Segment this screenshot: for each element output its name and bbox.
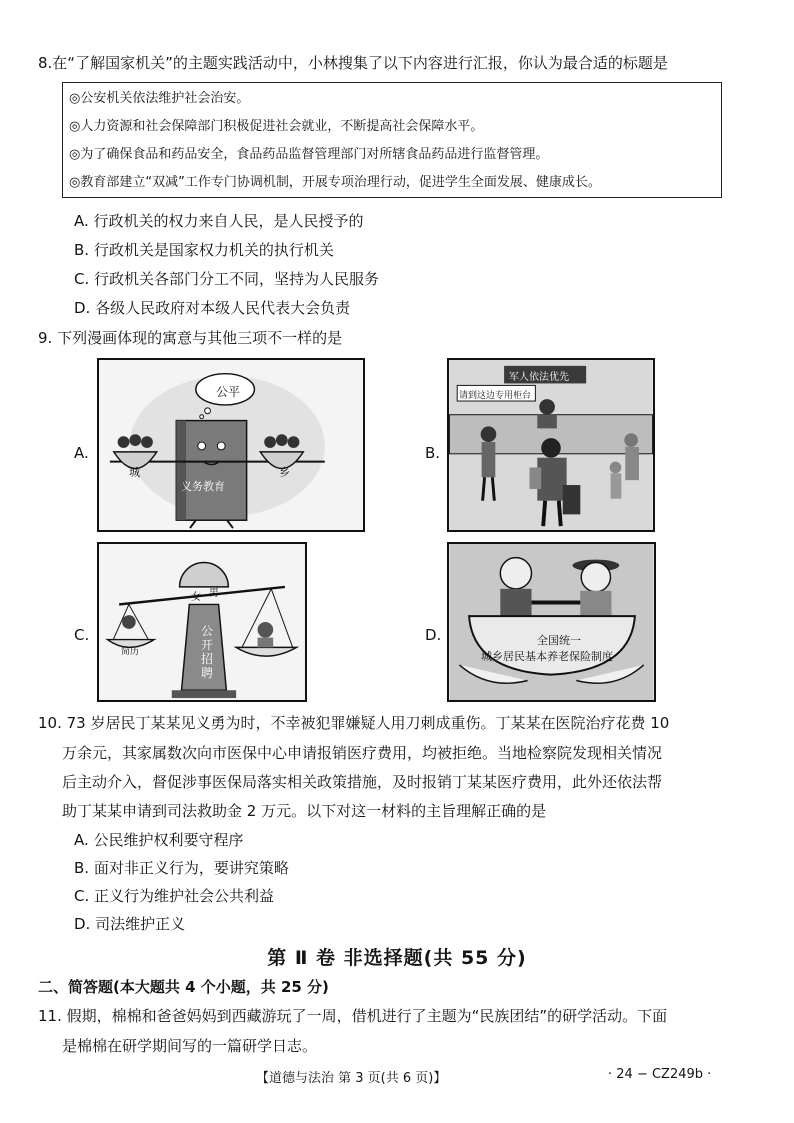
q8-box-item: ◎为了确保食品和药品安全，食品药品监督管理部门对所辖食品药品进行监督管理。 (69, 147, 549, 162)
left-basket-label: 城 (129, 466, 140, 479)
male-label: 男 (209, 588, 219, 599)
q9-stem: 9. 下列漫画体现的寓意与其他三项不一样的是 (38, 329, 343, 347)
cartoon-panel-d (447, 542, 656, 702)
q9-letter-d: D. (425, 626, 442, 644)
q11-line: 11. 假期，棉棉和爸爸妈妈到西藏游玩了一周，借机进行了主题为“民族团结”的研学活动。下面 (38, 1007, 668, 1025)
bowl-line-2: 城乡居民基本养老保险制度 (481, 650, 613, 663)
q10-option-a: A. 公民维护权利要守程序 (74, 831, 244, 849)
q10-option-b: B. 面对非正义行为，要讲究策略 (74, 859, 289, 877)
q10-line: 助丁某某申请到司法救助金 2 万元。以下对这一材料的主旨理解正确的是 (62, 802, 547, 820)
q10-line: 后主动介入，督促涉事医保局落实相关政策措施，及时报销丁某某医疗费用，此外还依法帮 (62, 773, 663, 791)
cartoon-panel-c (97, 542, 307, 702)
q9-letter-b: B. (425, 444, 441, 462)
cartoon-panel-b (447, 358, 655, 532)
q8-box-item: ◎人力资源和社会保障部门积极促进社会就业，不断提高社会保障水平。 (69, 119, 484, 134)
female-label: 女 (191, 592, 201, 603)
bubble-text: 公平 (216, 385, 241, 399)
resume-tag: 简历 (121, 647, 140, 657)
book-title: 义务教育 (181, 480, 225, 493)
q9-letter-c: C. (74, 626, 90, 644)
section-part-heading: 二、简答题(本大题共 4 个小题，共 25 分) (38, 978, 329, 996)
pension-bowl-illustration (449, 544, 654, 700)
q8-option-c: C. 行政机关各部门分工不同，坚持为人民服务 (74, 270, 380, 288)
section-title: 第 Ⅱ 卷 非选择题(共 55 分) (267, 947, 527, 969)
banner-text: 军人依法优先 (509, 372, 569, 383)
q8-option-a: A. 行政机关的权力来自人民，是人民授予的 (74, 212, 364, 230)
right-basket-label: 乡 (279, 466, 290, 479)
q8-option-d: D. 各级人民政府对本级人民代表大会负责 (74, 299, 351, 317)
page-footer: 【道德与法治 第 3 页(共 6 页)】 (256, 1071, 447, 1086)
priority-counter-illustration (449, 360, 653, 530)
q10-line: 10. 73 岁居民丁某某见义勇为时，不幸被犯罪嫌疑人用刀刺成重伤。丁某某在医院治疗花费 10 (38, 714, 670, 732)
pillar-text: 公开招聘 (201, 624, 214, 680)
q10-line: 万余元，其家属数次向市医保中心申请报销医疗费用，均被拒绝。当地检察院发现相关情况 (62, 744, 663, 762)
q8-box-item: ◎教育部建立“双减”工作专门协调机制，开展专项治理行动，促进学生全面发展、健康成长。 (69, 175, 601, 190)
q8-box-item: ◎公安机关依法维护社会治安。 (69, 91, 250, 106)
counter-sign: 请到这边专用柜台 (459, 391, 532, 401)
cartoon-panel-a (97, 358, 365, 532)
q11-line: 是棉棉在研学期间写的一篇研学日志。 (62, 1037, 318, 1055)
bowl-line-1: 全国统一 (537, 634, 581, 647)
q8-info-box (62, 82, 722, 198)
paper-code: · 24 − CZ249b · (608, 1067, 712, 1082)
q9-letter-a: A. (74, 444, 89, 462)
q10-option-d: D. 司法维护正义 (74, 915, 186, 933)
q8-option-b: B. 行政机关是国家权力机关的执行机关 (74, 241, 334, 259)
q8-stem: 8.在“了解国家机关”的主题实践活动中，小林搜集了以下内容进行汇报，你认为最合适的标题是 (38, 54, 668, 72)
q10-option-c: C. 正义行为维护社会公共利益 (74, 887, 275, 905)
